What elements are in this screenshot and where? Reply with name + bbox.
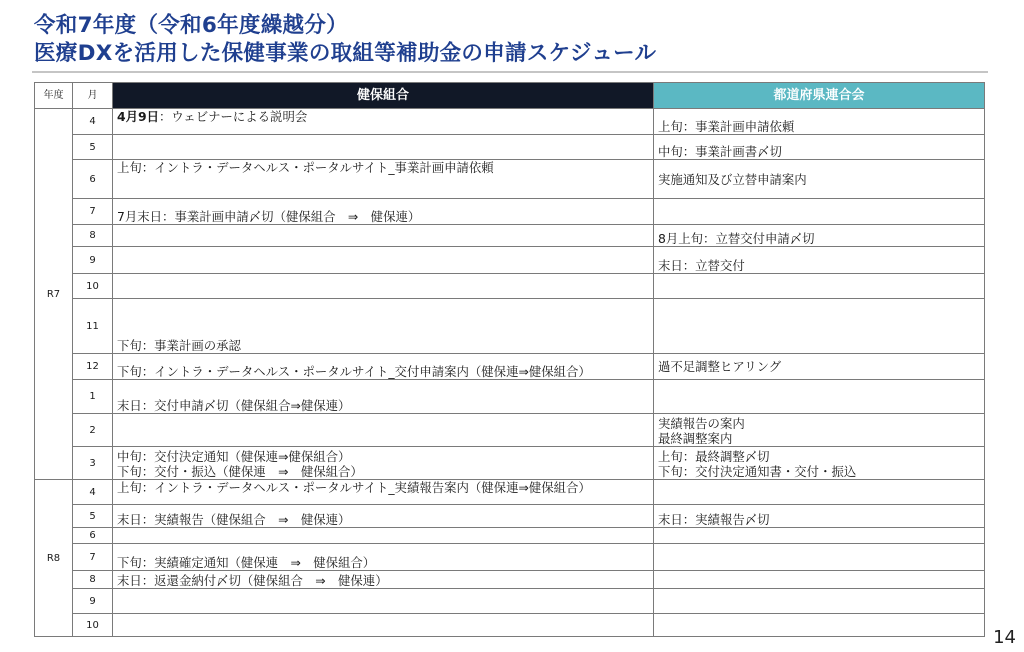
month-cell: 2 — [73, 414, 113, 447]
table-row — [35, 135, 985, 160]
table-row — [35, 571, 985, 589]
month-cell: 4 — [73, 480, 113, 505]
rengo-cell — [654, 544, 985, 571]
kenpo-cell: 末日：交付申請〆切（健保組合⇒健保連） — [113, 380, 654, 414]
table-row — [35, 199, 985, 225]
rengo-cell — [654, 199, 985, 225]
kenpo-cell — [113, 414, 654, 447]
table-row — [35, 247, 985, 274]
kenpo-cell — [113, 225, 654, 247]
rengo-cell — [654, 528, 985, 544]
page-number: 14 — [993, 627, 1016, 648]
rengo-cell — [654, 589, 985, 614]
table-row — [35, 354, 985, 380]
table-row — [35, 528, 985, 544]
table-row — [35, 447, 985, 480]
title-line-1: 令和7年度（令和6年度繰越分） — [34, 13, 348, 38]
kenpo-text: ：ウェビナーによる説明会 — [159, 109, 308, 124]
table-row — [35, 160, 985, 199]
month-cell: 5 — [73, 135, 113, 160]
rengo-cell — [654, 571, 985, 589]
month-cell: 3 — [73, 447, 113, 480]
kenpo-line-1: 中旬：交付決定通知（健保連⇒健保組合） — [117, 449, 351, 464]
month-cell: 9 — [73, 247, 113, 274]
kenpo-cell — [113, 528, 654, 544]
header-month: 月 — [73, 83, 113, 109]
kenpo-cell — [113, 614, 654, 637]
header-year: 年度 — [35, 83, 73, 109]
month-cell: 8 — [73, 571, 113, 589]
rengo-cell: 過不足調整ヒアリング — [654, 354, 985, 380]
table-row — [35, 380, 985, 414]
kenpo-line-2: 下旬：交付・振込（健保連 ⇒ 健保組合） — [117, 464, 363, 479]
kenpo-cell — [113, 109, 654, 135]
table-row — [35, 505, 985, 528]
kenpo-cell — [113, 135, 654, 160]
kenpo-cell: 7月末日：事業計画申請〆切（健保組合 ⇒ 健保連） — [113, 199, 654, 225]
month-cell: 10 — [73, 614, 113, 637]
rengo-cell: 中旬：事業計画書〆切 — [654, 135, 985, 160]
title-divider — [32, 71, 988, 73]
table-row — [35, 589, 985, 614]
rengo-cell — [654, 274, 985, 299]
kenpo-cell: 下旬：実績確定通知（健保連 ⇒ 健保組合） — [113, 544, 654, 571]
rengo-cell — [654, 614, 985, 637]
rengo-cell: 8月上旬：立替交付申請〆切 — [654, 225, 985, 247]
month-cell: 1 — [73, 380, 113, 414]
rengo-cell: 実施通知及び立替申請案内 — [654, 160, 985, 199]
table-row — [35, 109, 985, 135]
table-header-row — [35, 83, 985, 109]
kenpo-cell: 末日：返還金納付〆切（健保組合 ⇒ 健保連） — [113, 571, 654, 589]
header-kenpo: 健保組合 — [113, 83, 654, 109]
table-row — [35, 299, 985, 354]
month-cell: 6 — [73, 528, 113, 544]
kenpo-cell — [113, 447, 654, 480]
rengo-cell — [654, 299, 985, 354]
month-cell: 12 — [73, 354, 113, 380]
rengo-cell — [654, 480, 985, 505]
rengo-line-1: 上旬：最終調整〆切 — [658, 449, 770, 464]
kenpo-cell: 下旬：イントラ・データヘルス・ポータルサイト_交付申請案内（健保連⇒健保組合） — [113, 354, 654, 380]
kenpo-cell: 末日：実績報告（健保組合 ⇒ 健保連） — [113, 505, 654, 528]
rengo-cell: 上旬：事業計画申請依頼 — [654, 109, 985, 135]
kenpo-cell — [113, 274, 654, 299]
month-cell: 7 — [73, 544, 113, 571]
rengo-line-2: 下旬：交付決定通知書・交付・振込 — [658, 464, 857, 479]
kenpo-cell: 上旬：イントラ・データヘルス・ポータルサイト_実績報告案内（健保連⇒健保組合） — [113, 480, 654, 505]
rengo-cell — [654, 447, 985, 480]
table-row — [35, 544, 985, 571]
title-line-2: 医療DXを活用した保健事業の取組等補助金の申請スケジュール — [34, 41, 657, 66]
kenpo-date-bold: 4月9日 — [117, 109, 160, 124]
month-cell: 10 — [73, 274, 113, 299]
month-cell: 8 — [73, 225, 113, 247]
rengo-line-2: 最終調整案内 — [658, 431, 733, 446]
table-row — [35, 414, 985, 447]
table-row — [35, 480, 985, 505]
rengo-cell — [654, 414, 985, 447]
rengo-cell — [654, 380, 985, 414]
year-cell-r7: R7 — [35, 109, 73, 480]
month-cell: 11 — [73, 299, 113, 354]
table-row — [35, 274, 985, 299]
rengo-cell: 末日：立替交付 — [654, 247, 985, 274]
kenpo-cell — [113, 589, 654, 614]
table-row — [35, 225, 985, 247]
month-cell: 7 — [73, 199, 113, 225]
year-cell-r8: R8 — [35, 480, 73, 637]
schedule-table — [34, 82, 985, 637]
kenpo-cell: 下旬：事業計画の承認 — [113, 299, 654, 354]
rengo-line-1: 実績報告の案内 — [658, 416, 745, 431]
month-cell: 6 — [73, 160, 113, 199]
header-todofuken: 都道府県連合会 — [654, 83, 985, 109]
rengo-cell: 末日：実績報告〆切 — [654, 505, 985, 528]
kenpo-cell: 上旬：イントラ・データヘルス・ポータルサイト_事業計画申請依頼 — [113, 160, 654, 199]
table-row — [35, 614, 985, 637]
month-cell: 4 — [73, 109, 113, 135]
kenpo-cell — [113, 247, 654, 274]
page-title — [34, 12, 656, 68]
month-cell: 5 — [73, 505, 113, 528]
month-cell: 9 — [73, 589, 113, 614]
